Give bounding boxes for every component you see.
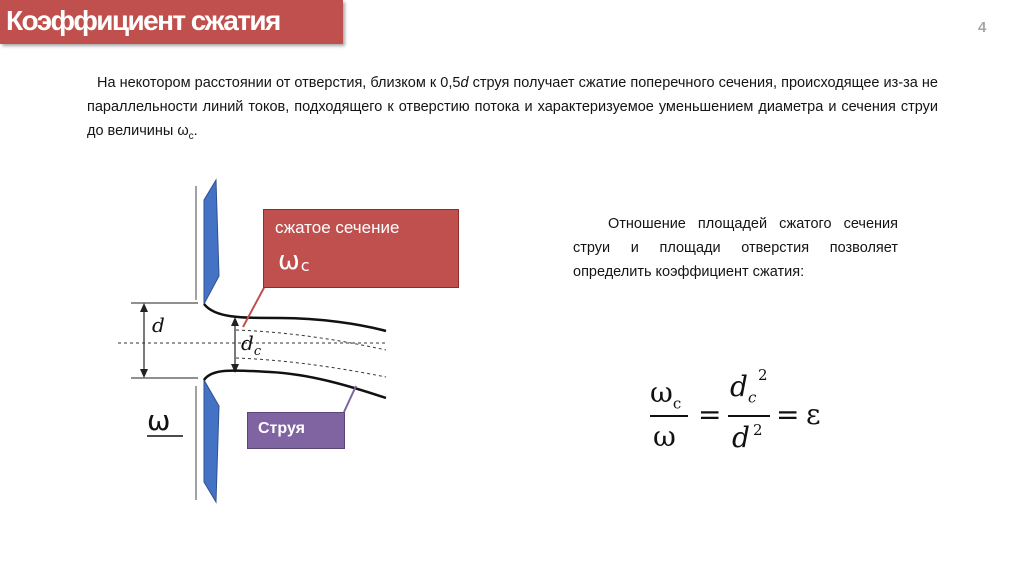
formula-numerator-omega: $\omega_c$ xyxy=(650,376,682,413)
streamline-lower xyxy=(236,358,386,377)
jet-leader-line xyxy=(344,386,356,412)
jet-lower-boundary xyxy=(204,370,386,398)
intro-sub: с xyxy=(188,130,194,142)
formula-fraction-bar-2 xyxy=(728,415,770,417)
d-arrow-top xyxy=(140,303,148,312)
section-leader-line xyxy=(243,284,266,327)
formula-numerator-exponent: 2 xyxy=(758,366,768,384)
slide-title: Коэффициент сжатия xyxy=(6,5,280,36)
intro-text-1: На некотором расстоянии от отверстия, близком к 0,5 xyxy=(97,75,461,91)
formula-equals-1: = xyxy=(698,398,722,431)
label-d: d xyxy=(152,313,165,337)
formula-equals-2: = xyxy=(776,398,800,431)
formula-denominator-omega: ω xyxy=(653,420,676,453)
contracted-section-callout xyxy=(263,209,459,288)
jet-label: Струя xyxy=(258,420,305,437)
page-number: 4 xyxy=(978,19,987,36)
formula-numerator-dc: $d_c$ xyxy=(730,370,757,407)
side-text: Отношение площадей сжатого сечения струи и площади отверстия позволяет определить коэффициент сжатия: xyxy=(573,216,898,280)
d-arrow-bottom xyxy=(140,369,148,378)
intro-text-2: струя получает сжатие поперечного сечения, происходящее из-за не параллельности линий токов, подходящего к отверстию потока и характеризуемое уменьшением диаметра и сечения струи до величины ω xyxy=(87,75,938,139)
dc-arrow-top xyxy=(231,317,239,326)
lower-wall xyxy=(204,380,219,502)
formula-epsilon: ε xyxy=(806,398,821,431)
upper-wall xyxy=(204,180,219,304)
formula-denominator-exponent: 2 xyxy=(753,421,763,439)
label-dc: $d_c$ xyxy=(241,331,262,359)
label-omega: ω xyxy=(147,404,171,437)
intro-end: . xyxy=(193,123,198,139)
intro-d: d xyxy=(460,75,469,91)
jet-upper-boundary xyxy=(204,304,386,331)
contracted-section-label: сжатое сечение xyxy=(275,218,400,237)
jet-callout xyxy=(247,412,345,449)
contracted-section-symbol: $\omega_с$ xyxy=(278,246,310,276)
formula-denominator-d: d xyxy=(732,421,750,454)
formula-fraction-bar-1 xyxy=(650,415,688,417)
